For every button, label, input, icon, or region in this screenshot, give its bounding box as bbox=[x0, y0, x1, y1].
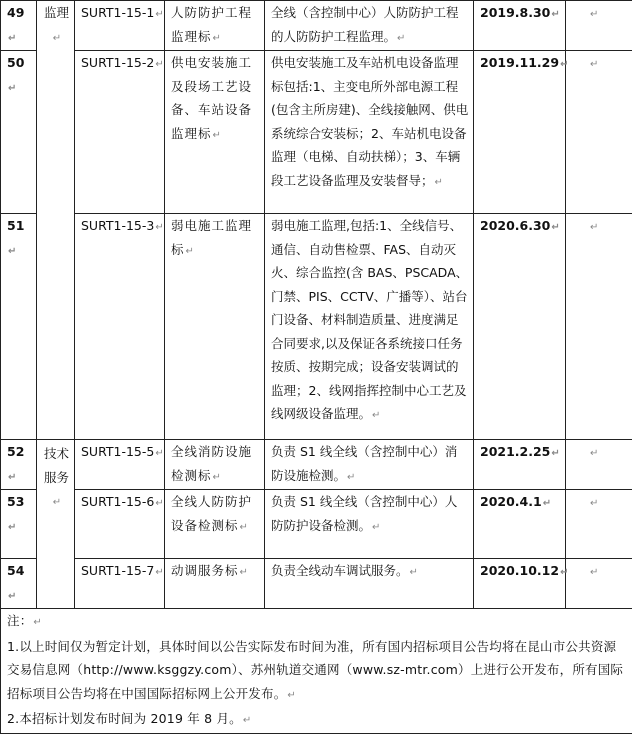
table-row bbox=[1, 214, 632, 440]
category-cell-technical-services: 技术服务↵ bbox=[37, 440, 75, 609]
publish-date: 2019.11.29↵ bbox=[474, 51, 566, 214]
notes-line-1: 1.以上时间仅为暂定计划，具体时间以公告实际发布时间为准，所有国内招标项目公告均将在昆山市公共资源交易信息网（http://www.ksggzy.com）、苏州轨道交通网（www.sz-mtr.com）上进行公开发布，所有国际招标项目公告均将在中国国际招标网上公开发布。↵ bbox=[7, 635, 628, 708]
notes-row bbox=[1, 609, 632, 734]
table-row bbox=[1, 1, 632, 51]
empty-cell: ↵ bbox=[566, 214, 632, 440]
row-number: 50↵ bbox=[1, 51, 37, 214]
project-code: SURT1-15-6↵ bbox=[75, 490, 165, 559]
table-row bbox=[1, 559, 632, 609]
project-name: 供电安装施工及段场工艺设备、车站设备监理标↵ bbox=[165, 51, 265, 214]
publish-date: 2020.4.1↵ bbox=[474, 490, 566, 559]
row-number: 49↵ bbox=[1, 1, 37, 51]
empty-cell: ↵ bbox=[566, 490, 632, 559]
project-scope: 供电安装施工及车站机电设备监理标包括:1、主变电所外部电源工程(包含主所房建)、全线接触网、供电系统综合安装标；2、车站机电设备监理（电梯、自动扶梯）；3、车辆段工艺设备监理及安装督导；↵ bbox=[265, 51, 474, 214]
notes-line-2: 2.本招标计划发布时间为 2019 年 8 月。↵ bbox=[7, 707, 628, 733]
project-code: SURT1-15-3↵ bbox=[75, 214, 165, 440]
publish-date: 2020.10.12↵ bbox=[474, 559, 566, 609]
project-name: 弱电施工监理标↵ bbox=[165, 214, 265, 440]
publish-date: 2021.2.25↵ bbox=[474, 440, 566, 490]
project-scope: 负责 S1 线全线（含控制中心）人防防护设备检测。↵ bbox=[265, 490, 474, 559]
empty-cell: ↵ bbox=[566, 440, 632, 490]
notes-heading: 注：↵ bbox=[7, 609, 628, 635]
project-name: 全线消防设施检测标↵ bbox=[165, 440, 265, 490]
project-name: 动调服务标↵ bbox=[165, 559, 265, 609]
project-code: SURT1-15-5↵ bbox=[75, 440, 165, 490]
notes-cell bbox=[1, 609, 632, 734]
empty-cell: ↵ bbox=[566, 1, 632, 51]
category-cell-supervision: 监理↵ bbox=[37, 1, 75, 440]
row-number: 51↵ bbox=[1, 214, 37, 440]
project-code: SURT1-15-1↵ bbox=[75, 1, 165, 51]
empty-cell: ↵ bbox=[566, 51, 632, 214]
publish-date: 2020.6.30↵ bbox=[474, 214, 566, 440]
project-scope: 负责全线动车调试服务。↵ bbox=[265, 559, 474, 609]
publish-date: 2019.8.30↵ bbox=[474, 1, 566, 51]
project-scope: 全线（含控制中心）人防防护工程的人防防护工程监理。↵ bbox=[265, 1, 474, 51]
project-name: 全线人防防护设备检测标↵ bbox=[165, 490, 265, 559]
row-number: 54↵ bbox=[1, 559, 37, 609]
table-row bbox=[1, 440, 632, 490]
row-number: 52↵ bbox=[1, 440, 37, 490]
project-code: SURT1-15-7↵ bbox=[75, 559, 165, 609]
project-scope: 负责 S1 线全线（含控制中心）消防设施检测。↵ bbox=[265, 440, 474, 490]
project-code: SURT1-15-2↵ bbox=[75, 51, 165, 214]
project-scope: 弱电施工监理,包括:1、全线信号、通信、自动售检票、FAS、自动灭火、综合监控(含 BAS、PSCADA、门禁、PIS、CCTV、广播等）、站台门设备、材料制造质量、进度满足合同要求,以及保证各系统接口任务按质、按期完成；设备安装调试的监理；2、线网指挥控制中心工艺及线网级设备监理。↵ bbox=[265, 214, 474, 440]
empty-cell: ↵ bbox=[566, 559, 632, 609]
project-name: 人防防护工程监理标↵ bbox=[165, 1, 265, 51]
row-number: 53↵ bbox=[1, 490, 37, 559]
table-row bbox=[1, 490, 632, 559]
table-row bbox=[1, 51, 632, 214]
